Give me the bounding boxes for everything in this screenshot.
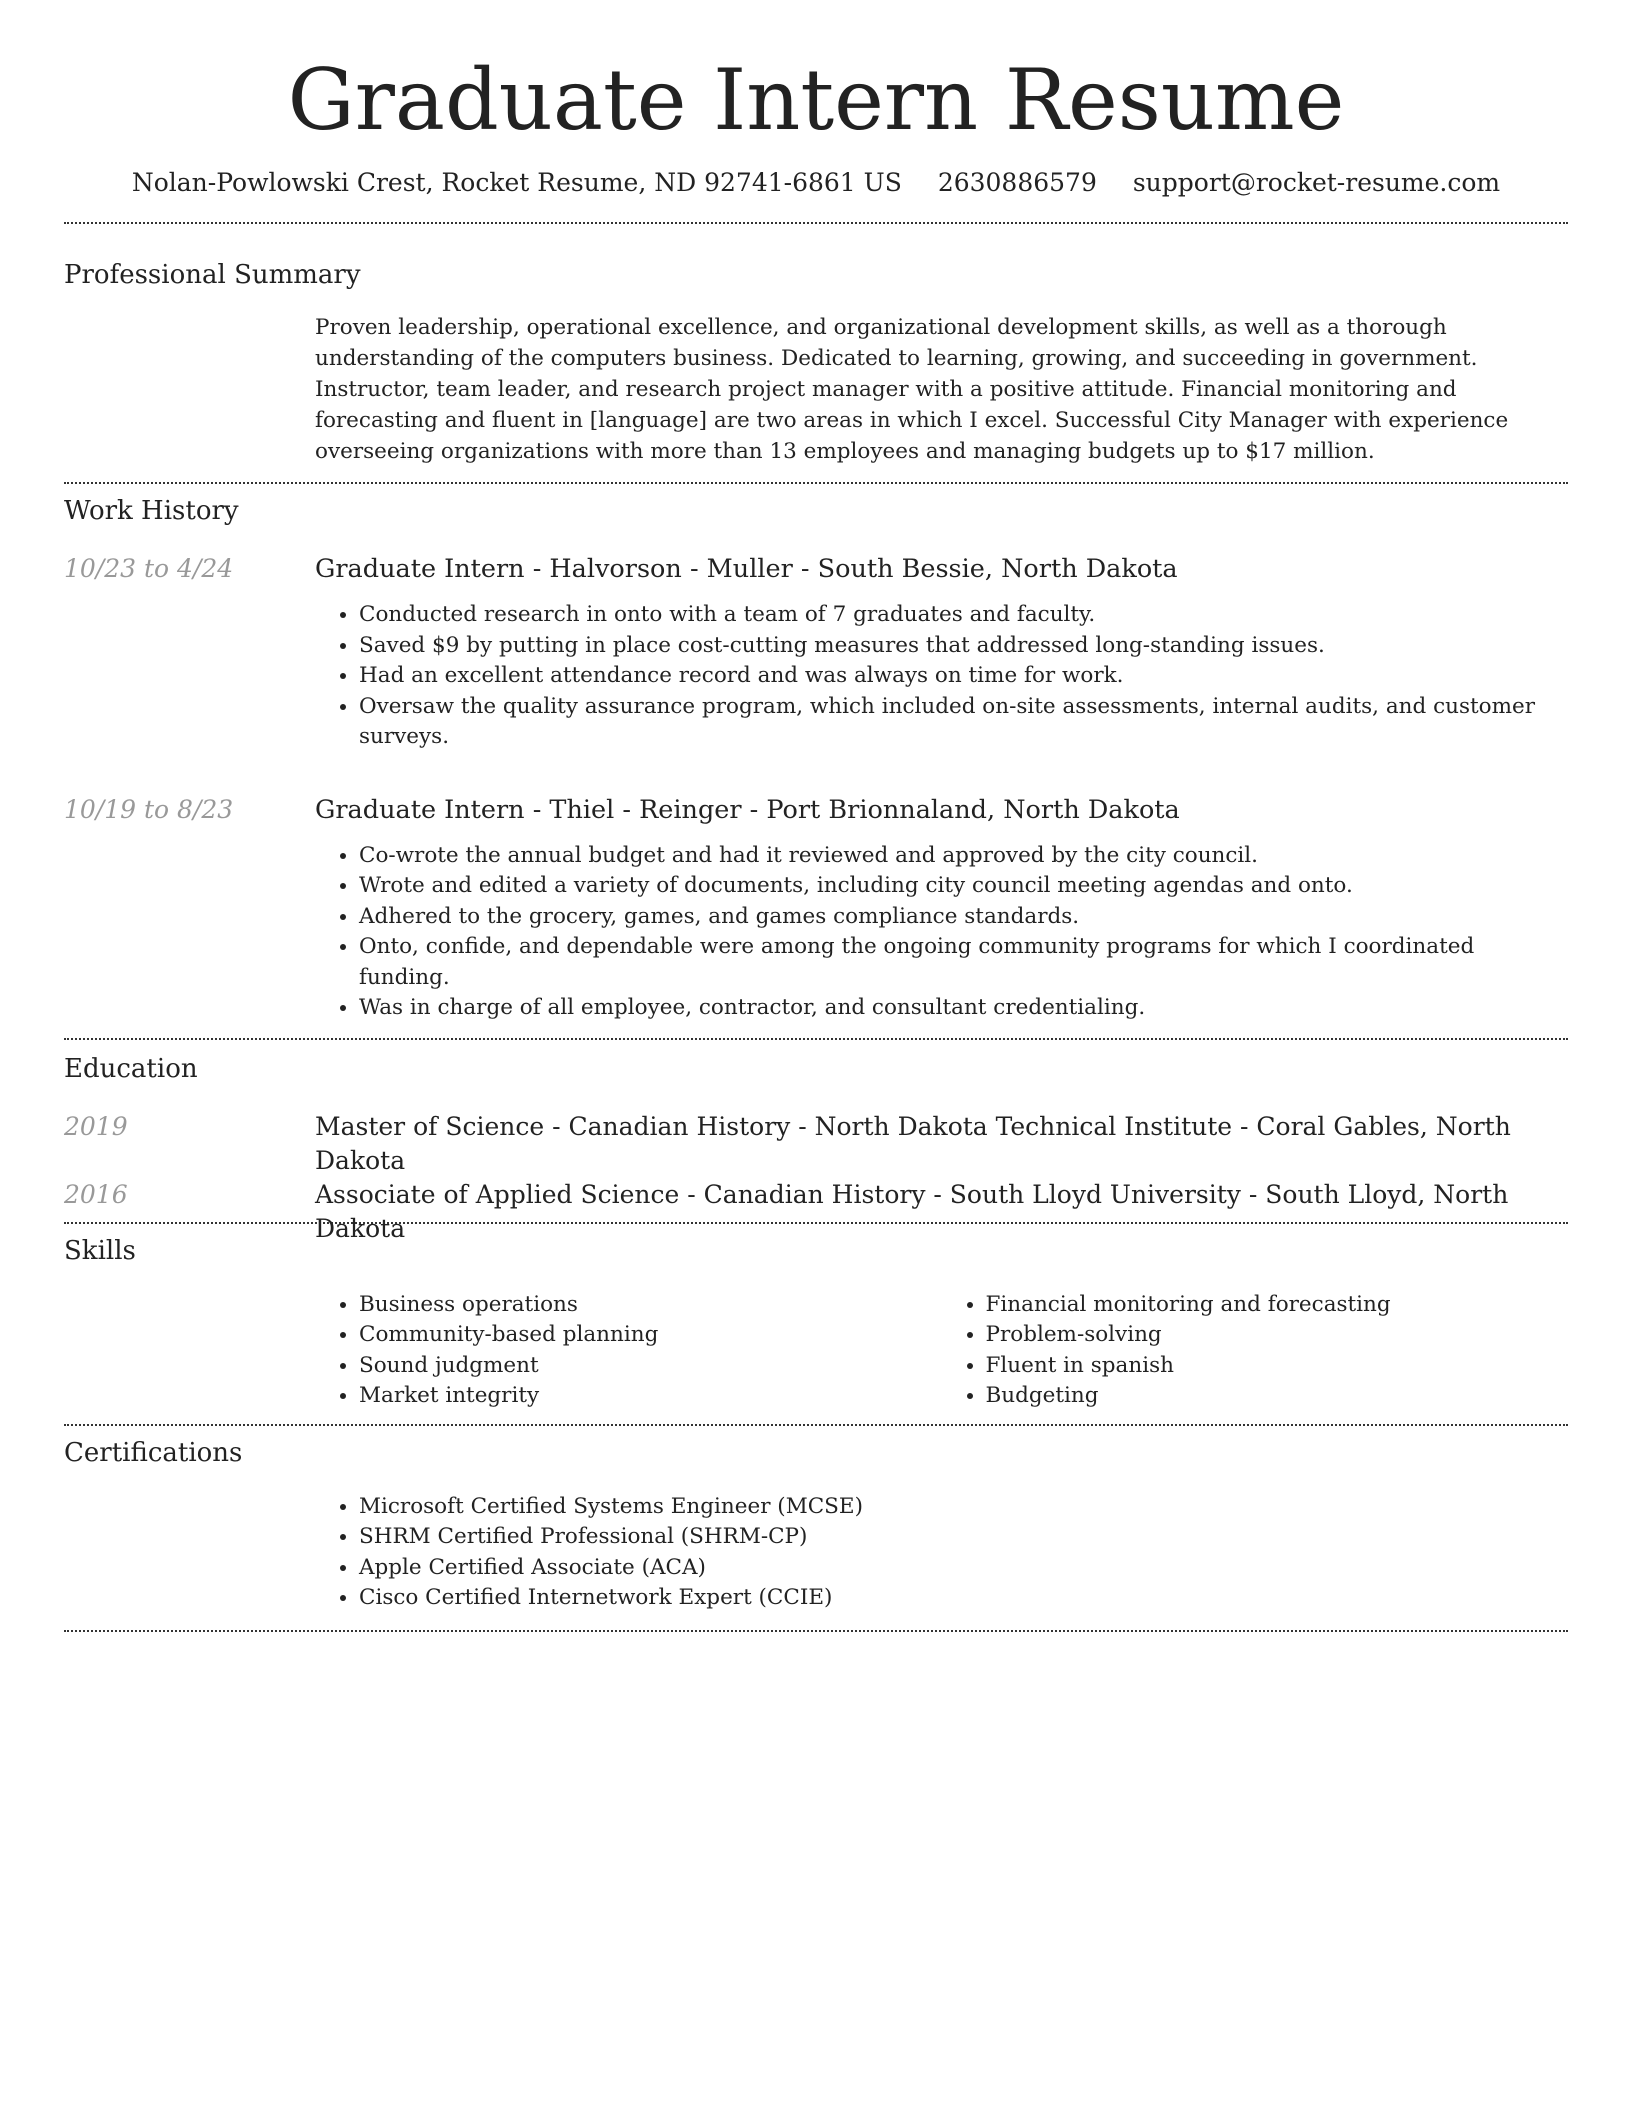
education-entry xyxy=(64,1110,1568,1175)
education-school: - South Lloyd University - South Lloyd, North Dakota xyxy=(315,1179,1509,1243)
list-item: • Sound judgment xyxy=(359,1351,942,1382)
job-dates: 10/23 to 4/24 xyxy=(64,554,234,583)
job-bullets xyxy=(315,841,1568,1024)
list-item: • Microsoft Certified Systems Engineer (MCSE) xyxy=(359,1492,1568,1523)
section-education xyxy=(64,1040,1568,1243)
list-item: • SHRM Certified Professional (SHRM-CP) xyxy=(359,1522,1568,1553)
skills-list-right xyxy=(942,1290,1569,1412)
contact-line xyxy=(64,166,1568,200)
list-item: • Saved $9 by putting in place cost-cutting measures that addressed long-standing issues. xyxy=(359,631,1568,662)
certifications-list xyxy=(315,1492,1568,1614)
list-item: • Conducted research in onto with a team of 7 graduates and faculty. xyxy=(359,600,1568,631)
list-item: • Problem-solving xyxy=(986,1320,1569,1351)
section-heading-summary: Professional Summary xyxy=(64,260,361,290)
education-school: - North Dakota Technical Institute - Coral Gables, North Dakota xyxy=(315,1111,1511,1175)
section-skills xyxy=(64,1224,1568,1412)
education-year: 2019 xyxy=(64,1111,128,1141)
contact-email: support@rocket-resume.com xyxy=(1132,168,1501,197)
skills-list-left xyxy=(315,1290,942,1412)
list-item: • Onto, confide, and dependable were among the ongoing community programs for which I coordinated funding. xyxy=(359,932,1568,993)
list-item: • Budgeting xyxy=(986,1381,1569,1412)
list-item: • Co-wrote the annual budget and had it reviewed and approved by the city council. xyxy=(359,841,1568,872)
summary-text: Proven leadership, operational excellence, and organizational development skills, as well as a thorough understanding of the computers business. Dedicated to learning, growing, and succeeding in government. Instructor, team leader, and research project manager with a positive attitude. Financial monitoring and forecasting and fluent in [language] are two areas in which I excel. Successful City Manager with experience overseeing organizations with more than 13 employees and managing budgets up to $17 million. xyxy=(315,315,1509,464)
list-item: • Adhered to the grocery, games, and games compliance standards. xyxy=(359,902,1568,933)
education-entry xyxy=(64,1178,1568,1243)
list-item: • Business operations xyxy=(359,1290,942,1321)
section-heading-certifications: Certifications xyxy=(64,1437,243,1468)
section-heading-education: Education xyxy=(64,1053,198,1084)
list-item: • Community-based planning xyxy=(359,1320,942,1351)
resume-page xyxy=(64,0,1568,1632)
list-item: • Oversaw the quality assurance program, which included on-site assessments, internal audits, and customer surveys. xyxy=(359,692,1568,753)
section-work-history xyxy=(64,484,1568,1024)
section-summary xyxy=(64,224,1568,467)
section-heading-skills: Skills xyxy=(64,1235,136,1266)
job-title: Graduate Intern - Halvorson - Muller - South Bessie, North Dakota xyxy=(315,554,1178,584)
list-item: • Cisco Certified Internetwork Expert (CCIE) xyxy=(359,1583,1568,1614)
list-item: • Fluent in spanish xyxy=(986,1351,1569,1382)
list-item: • Wrote and edited a variety of documents, including city council meeting agendas and onto. xyxy=(359,871,1568,902)
section-heading-work-history: Work History xyxy=(64,496,239,526)
education-degree: Associate of Applied Science - Canadian History xyxy=(315,1179,926,1209)
job-bullets xyxy=(315,600,1568,753)
divider xyxy=(64,1630,1568,1632)
education-degree: Master of Science - Canadian History xyxy=(315,1111,791,1141)
list-item: • Market integrity xyxy=(359,1381,942,1412)
list-item: • Had an excellent attendance record and was always on time for work. xyxy=(359,661,1568,692)
contact-address: Nolan-Powlowski Crest, Rocket Resume, ND 92741-6861 US xyxy=(131,168,902,197)
list-item: • Financial monitoring and forecasting xyxy=(986,1290,1569,1321)
job-dates: 10/19 to 8/23 xyxy=(64,794,234,824)
job-title: Graduate Intern - Thiel - Reinger - Port Brionnaland, North Dakota xyxy=(315,794,1180,825)
list-item: • Was in charge of all employee, contractor, and consultant credentialing. xyxy=(359,993,1568,1024)
skills-grid xyxy=(315,1290,1568,1412)
education-year: 2016 xyxy=(64,1179,128,1209)
job-entry xyxy=(64,793,1568,1024)
section-certifications xyxy=(64,1426,1568,1614)
list-item: • Apple Certified Associate (ACA) xyxy=(359,1553,1568,1584)
resume-title: Graduate Intern Resume xyxy=(287,51,1345,149)
job-entry xyxy=(64,552,1568,753)
contact-phone: 2630886579 xyxy=(937,168,1097,197)
